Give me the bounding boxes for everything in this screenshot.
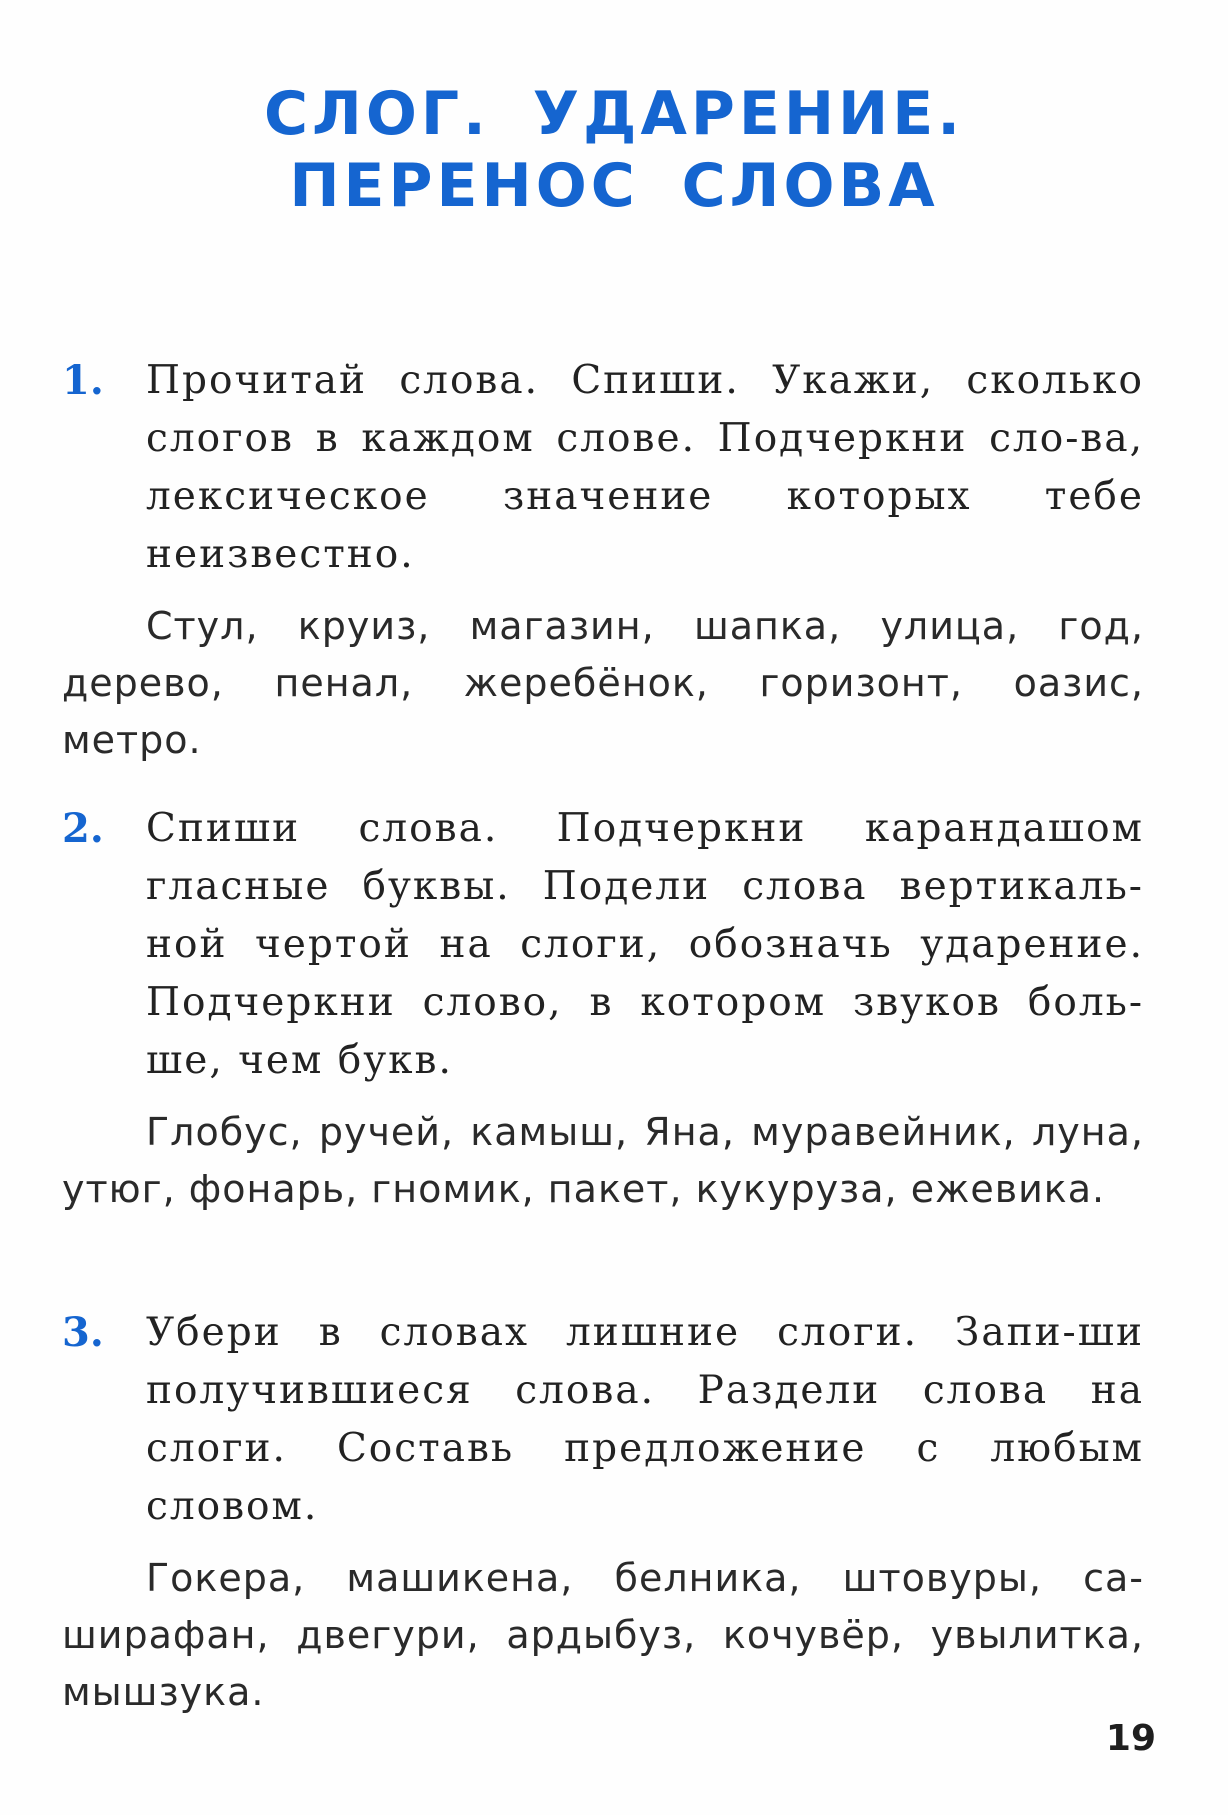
exercise-instruction: Спиши слова. Подчеркни карандашом гласные буквы. Подели слова вертикаль-ной чертой на слоги, обозначь ударение. Подчеркни слово, в котором звуков боль-ше, чем букв. <box>146 806 1144 1083</box>
exercise-3 <box>62 1304 1144 1721</box>
exercise-2 <box>62 800 1144 1218</box>
exercise-word-list: Гокера, машикена, белника, штовуры, са-ширафан, двегури, ардыбуз, кочувёр, увылитка, мышзука. <box>62 1556 1144 1714</box>
exercise-number: 1. <box>62 357 104 404</box>
exercise-number: 3. <box>62 1309 104 1356</box>
title-line-1: СЛОГ. УДАРЕНИЕ. <box>263 79 965 149</box>
exercise-word-list: Глобус, ручей, камыш, Яна, муравейник, луна, утюг, фонарь, гномик, пакет, кукуруза, ежевика. <box>62 1110 1144 1211</box>
title-line-2: ПЕРЕНОС СЛОВА <box>289 151 939 221</box>
exercise-1 <box>62 352 1144 769</box>
exercise-instruction: Убери в словах лишние слоги. Запи-ши получившиеся слова. Раздели слова на слоги. Составь предложение с любым словом. <box>146 1310 1144 1529</box>
page-title <box>0 78 1228 222</box>
page-number: 19 <box>1105 1718 1156 1759</box>
exercise-word-list: Стул, круиз, магазин, шапка, улица, год, дерево, пенал, жеребёнок, горизонт, оазис, метро. <box>62 604 1144 762</box>
exercise-instruction: Прочитай слова. Спиши. Укажи, сколько слогов в каждом слове. Подчеркни сло-ва, лексическое значение которых тебе неизвестно. <box>146 358 1144 577</box>
exercise-number: 2. <box>62 805 104 852</box>
